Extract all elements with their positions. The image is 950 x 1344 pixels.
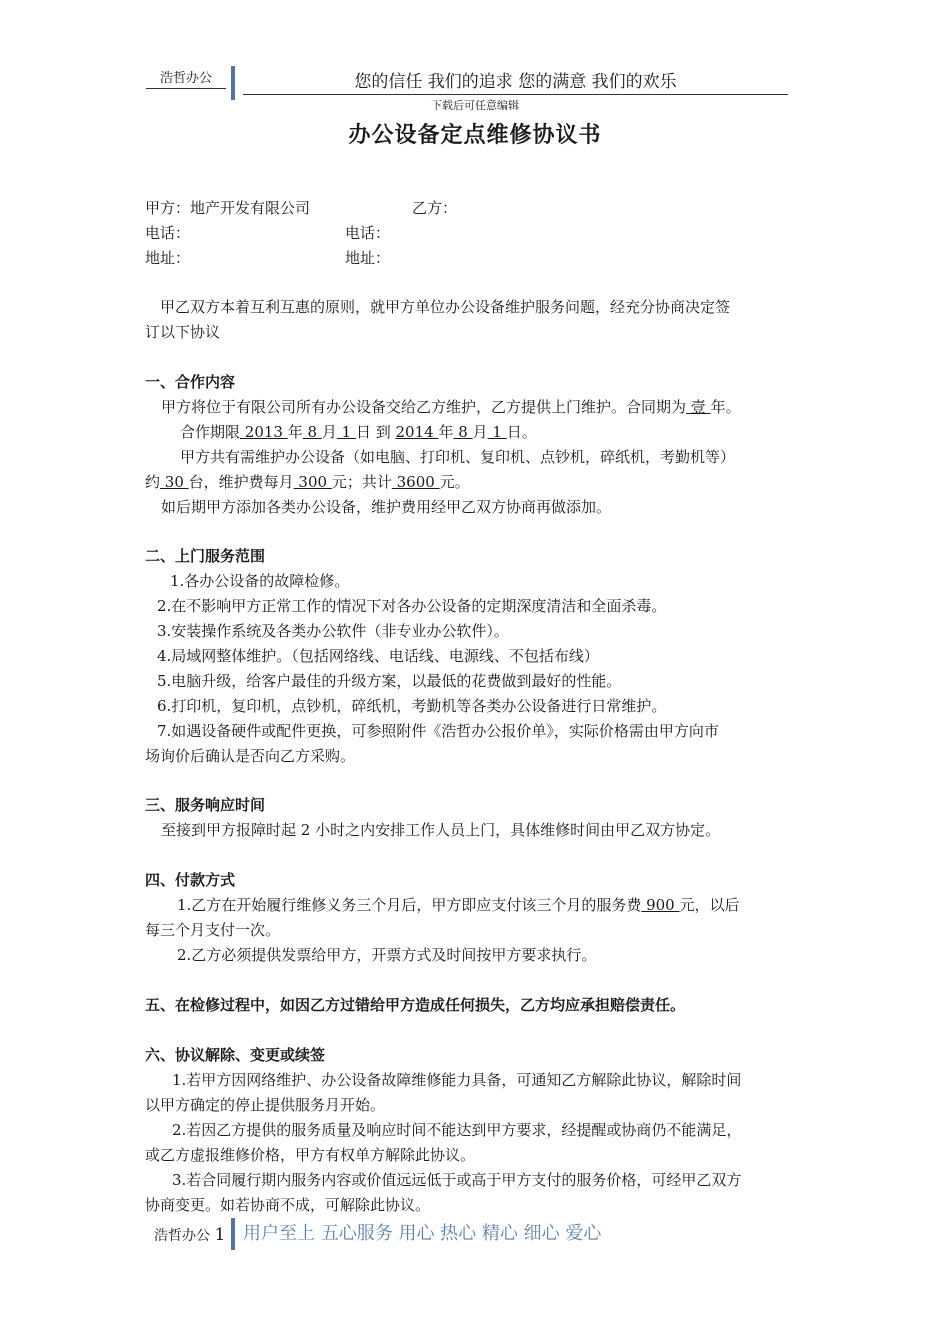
s6-paragraph-2-cont: 或乙方虚报维修价格，甲方有权单方解除此协议。 [145,1146,476,1164]
header-accent-bar [231,66,235,100]
s1-paragraph-4: 约 30 台，维护费每月 300 元；共计 3600 元。 [145,473,470,491]
s1-paragraph-5: 如后期甲方添加各类办公设备，维护费用经甲乙双方协商再做添加。 [161,498,612,516]
s6-paragraph-3-cont: 协商变更。如若协商不成，可解除此协议。 [145,1196,431,1214]
footer-brand: 浩哲办公 1 [154,1225,226,1245]
end-year: 2014 [395,423,439,441]
monthly-fee: 300 [293,473,332,491]
s6-paragraph-2: 2.若因乙方提供的服务质量及响应时间不能达到甲方要求，经提醒或协商仍不能满足， [172,1121,742,1139]
footer-slogan: 用户至上 五心服务 用心 热心 精心 细心 爱心 [243,1223,602,1244]
s2-item-3: 3.安装操作系统及各类办公软件（非专业办公软件）。 [157,622,509,640]
s2-item-2: 2.在不影响甲方正常工作的情况下对各办公设备的定期深度清洁和全面杀毒。 [157,597,667,615]
header-brand: 浩哲办公 [146,70,226,89]
address-a: 地址： [145,249,191,267]
s3-paragraph-1: 至接到甲方报障时起 2 小时之内安排工作人员上门，具体维修时间由甲乙双方协定。 [161,821,721,839]
contract-years: 壹 [686,398,711,416]
device-count: 30 [160,473,189,491]
header-slogan: 您的信任 我们的追求 您的满意 我们的欢乐 [243,70,788,95]
section-2-heading: 二、上门服务范围 [145,547,266,565]
s1-contract-period: 合作期限 2013 年 8 月 1 日 到 2014 年 8 月 1 日。 [180,423,537,441]
footer-accent-bar [231,1218,235,1250]
section-4-heading: 四、付款方式 [145,871,236,889]
s6-paragraph-3: 3.若合同履行期内服务内容或价值远远低于或高于甲方支付的服务价格，可经甲乙双方 [172,1171,742,1189]
s2-item-1: 1.各办公设备的故障检修。 [170,572,350,590]
header-subnote: 下载后可任意编辑 [431,99,519,112]
page-number: 1 [214,1225,226,1245]
s4-paragraph-1-cont: 每三个月支付一次。 [145,921,281,939]
s2-item-5: 5.电脑升级，给客户最佳的升级方案，以最低的花费做到最好的性能。 [157,672,622,690]
s1-paragraph-1: 甲方将位于有限公司所有办公设备交给乙方维护，乙方提供上门维护。合同期为 壹 年。 [161,398,741,416]
party-b: 乙方： [412,199,458,217]
intro-line-2: 订以下协议 [145,323,221,341]
quarter-fee: 900 [641,896,680,914]
section-3-heading: 三、服务响应时间 [145,796,266,814]
start-day: 1 [336,423,356,441]
start-year: 2013 [240,423,288,441]
phone-a: 电话： [145,224,191,242]
address-b: 地址： [345,249,391,267]
intro-line-1: 甲乙双方本着互利互惠的原则，就甲方单位办公设备维护服务问题，经充分协商决定签 [160,298,731,316]
s4-paragraph-2: 2.乙方必须提供发票给甲方，开票方式及时间按甲方要求执行。 [177,946,597,964]
end-day: 1 [487,423,507,441]
s2-item-6: 6.打印机，复印机，点钞机，碎纸机，考勤机等各类办公设备进行日常维护。 [157,697,667,715]
start-month: 8 [302,423,322,441]
party-a: 甲方：地产开发有限公司 [145,199,311,217]
s2-item-7-cont: 场询价后确认是否向乙方采购。 [145,747,356,765]
s1-paragraph-3: 甲方共有需维护办公设备（如电脑、打印机、复印机、点钞机，碎纸机，考勤机等） [180,448,736,466]
document-title: 办公设备定点维修协议书 [348,123,602,148]
s4-paragraph-1: 1.乙方在开始履行维修义务三个月后，甲方即应支付该三个月的服务费 900 元，以后 [177,896,740,914]
section-6-heading: 六、协议解除、变更或续签 [145,1046,326,1064]
end-month: 8 [453,423,473,441]
s2-item-7: 7.如遇设备硬件或配件更换，可参照附件《浩哲办公报价单》，实际价格需由甲方向市 [157,722,719,740]
section-1-heading: 一、合作内容 [145,373,236,391]
section-5-heading: 五、在检修过程中，如因乙方过错给甲方造成任何损失，乙方均应承担赔偿责任。 [145,996,686,1014]
phone-b: 电话： [345,224,391,242]
s6-paragraph-1-cont: 以甲方确定的停止提供服务月开始。 [145,1096,386,1114]
s2-item-4: 4.局域网整体维护。（包括网络线、电话线、电源线、不包括布线） [157,647,599,665]
total-fee: 3600 [391,473,440,491]
s6-paragraph-1: 1.若甲方因网络维护、办公设备故障维修能力具备，可通知乙方解除此协议，解除时间 [172,1071,742,1089]
